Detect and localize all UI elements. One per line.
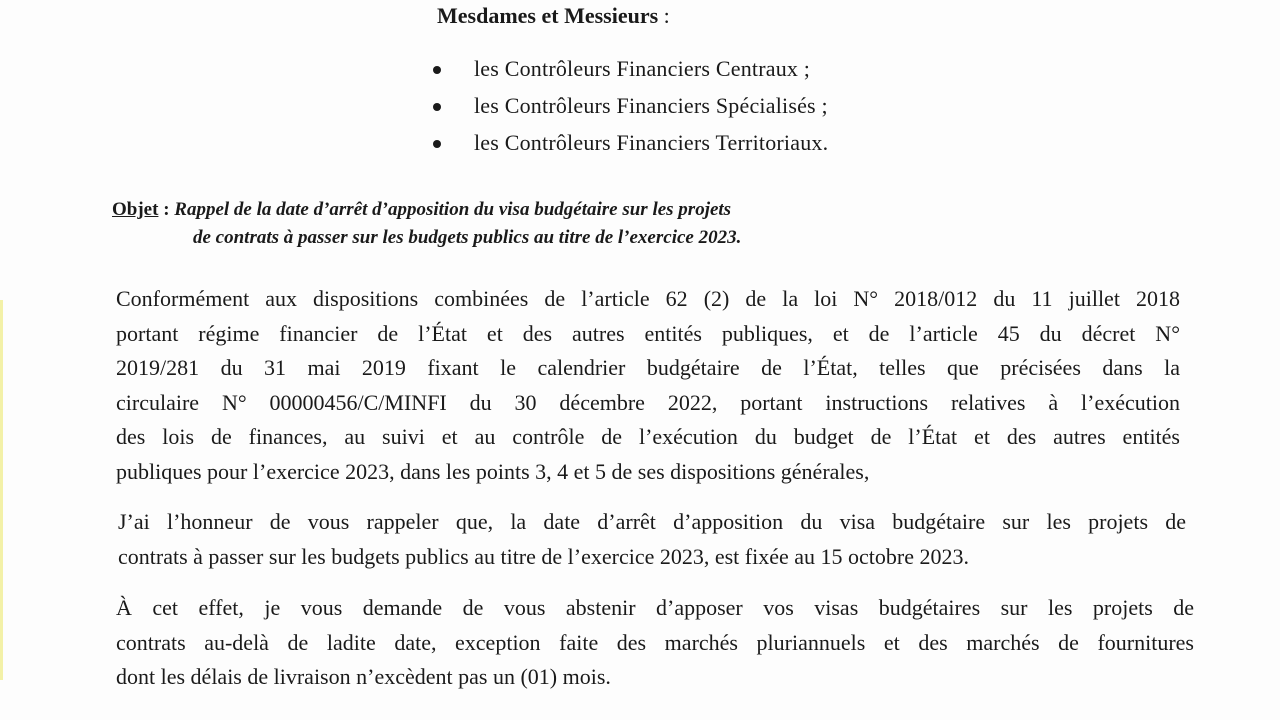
recipient-item (430, 90, 828, 127)
scan-edge-mark (0, 300, 3, 680)
recipient-item (430, 53, 828, 90)
paragraph-line: J’ai l’honneur de vous rappeler que, la date d’arrêt d’apposition du visa budgétaire sur les projets de (118, 509, 1186, 534)
subject-colon: : (158, 199, 170, 220)
subject-label: Objet (112, 199, 159, 220)
paragraph-line: des lois de finances, au suivi et au contrôle de l’exécution du budget de l’État et des autres entités (116, 424, 1180, 449)
bullet-icon (433, 103, 441, 111)
salutation-text: Mesdames et Messieurs (437, 3, 659, 28)
subject-line-2: de contrats à passer sur les budgets publics au titre de l’exercice 2023. (193, 227, 742, 248)
paragraph-line: contrats à passer sur les budgets publics au titre de l’exercice 2023, est fixée au 15 octobre 2023. (118, 543, 969, 569)
salutation-colon: : (658, 3, 670, 28)
salutation (437, 3, 670, 29)
paragraph-legal-basis (116, 282, 1180, 489)
paragraph-line: 2019/281 du 31 mai 2019 fixant le calendrier budgétaire de l’État, telles que précisées dans la (116, 355, 1180, 380)
paragraph-line: contrats au-delà de ladite date, exception faite des marchés pluriannuels et des marchés de fournitures (116, 629, 1194, 655)
paragraph-line: circulaire N° 00000456/C/MINFI du 30 décembre 2022, portant instructions relatives à l’exécution (116, 389, 1180, 415)
recipient-text: les Contrôleurs Financiers Territoriaux. (474, 130, 829, 155)
subject-block (112, 196, 741, 252)
paragraph-line: dont les délais de livraison n’excèdent pas un (01) mois. (116, 664, 611, 689)
recipient-text: les Contrôleurs Financiers Centraux ; (474, 56, 811, 81)
recipient-item (430, 127, 828, 164)
recipient-text: les Contrôleurs Financiers Spécialisés ; (474, 93, 828, 118)
paragraph-line: publiques pour l’exercice 2023, dans les points 3, 4 et 5 de ses dispositions générales, (116, 458, 870, 484)
bullet-icon (433, 66, 441, 74)
bullet-icon (433, 140, 441, 148)
paragraph-reminder (118, 505, 1186, 574)
recipient-list (430, 53, 828, 164)
paragraph-line: portant régime financier de l’État et des autres entités publiques, et de l’article 45 du décret N° (116, 320, 1180, 346)
subject-line-1: Rappel de la date d’arrêt d’apposition du visa budgétaire sur les projets (174, 199, 732, 220)
paragraph-instruction (116, 591, 1194, 695)
paragraph-line: Conformément aux dispositions combinées de l’article 62 (2) de la loi N° 2018/012 du 11 juillet 2018 (116, 286, 1180, 311)
paragraph-line: À cet effet, je vous demande de vous abstenir d’apposer vos visas budgétaires sur les projets de (116, 595, 1194, 620)
